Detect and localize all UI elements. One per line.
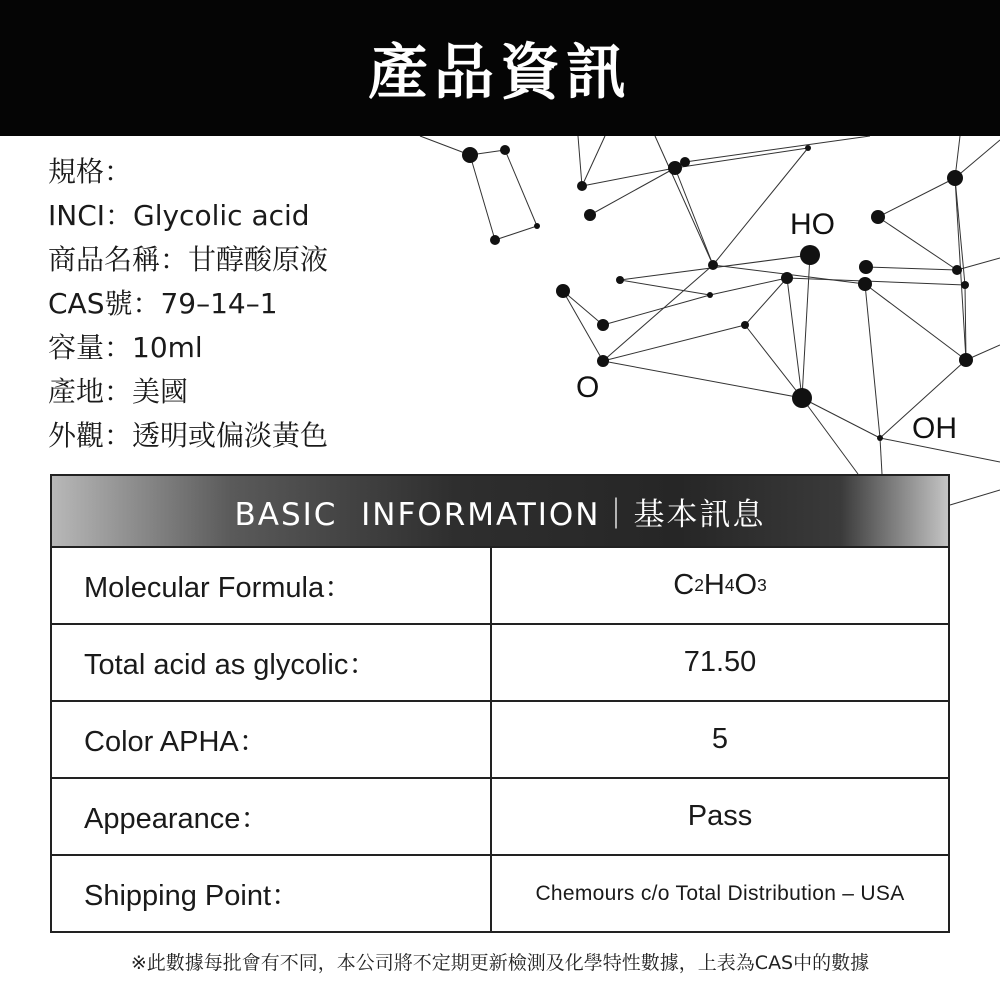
row-value: 5 [711,723,729,755]
table-row [52,700,948,777]
spec-product-name: 商品名稱：甘醇酸原液 [48,243,329,276]
table-row [52,854,948,931]
row-value: 71.50 [683,646,757,678]
row-value-formula: C 2 H 4 O 3 [673,569,767,601]
row-label: Total acid as glycolic： [52,625,492,700]
table-row [52,777,948,854]
row-label: Molecular Formula： [52,548,492,623]
basic-info-table [50,474,950,933]
hydroxyl-label-ho: HO [790,208,835,241]
spec-inci: INCI：Glycolic acid [48,199,310,232]
table-heading [52,476,948,546]
product-specs [48,150,328,458]
spec-heading: 規格： [48,155,133,188]
row-label: Color APHA： [52,702,492,777]
table-row [52,623,948,700]
spec-volume: 容量：10ml [48,331,203,364]
row-value-shipping: Chemours c/o Total Distribution – USA [535,881,905,905]
spec-cas: CAS號：79–14–1 [48,287,278,320]
hydroxyl-label-oh: OH [912,412,957,445]
table-heading-text: BASIC INFORMATION｜基本訊息 [234,496,766,533]
spec-appearance: 外觀：透明或偏淡黃色 [48,419,329,452]
row-value: Pass [687,800,753,832]
page-title: 產品資訊 [368,38,632,108]
page-header [0,0,1000,136]
table-row [52,546,948,623]
footnote: ※此數據每批會有不同，本公司將不定期更新檢測及化學特性數據，上表為CAS中的數據 [130,952,870,974]
row-label: Shipping Point： [52,856,492,931]
row-label: Appearance： [52,779,492,854]
oxygen-label: O [576,371,600,404]
spec-origin: 產地：美國 [48,375,189,408]
